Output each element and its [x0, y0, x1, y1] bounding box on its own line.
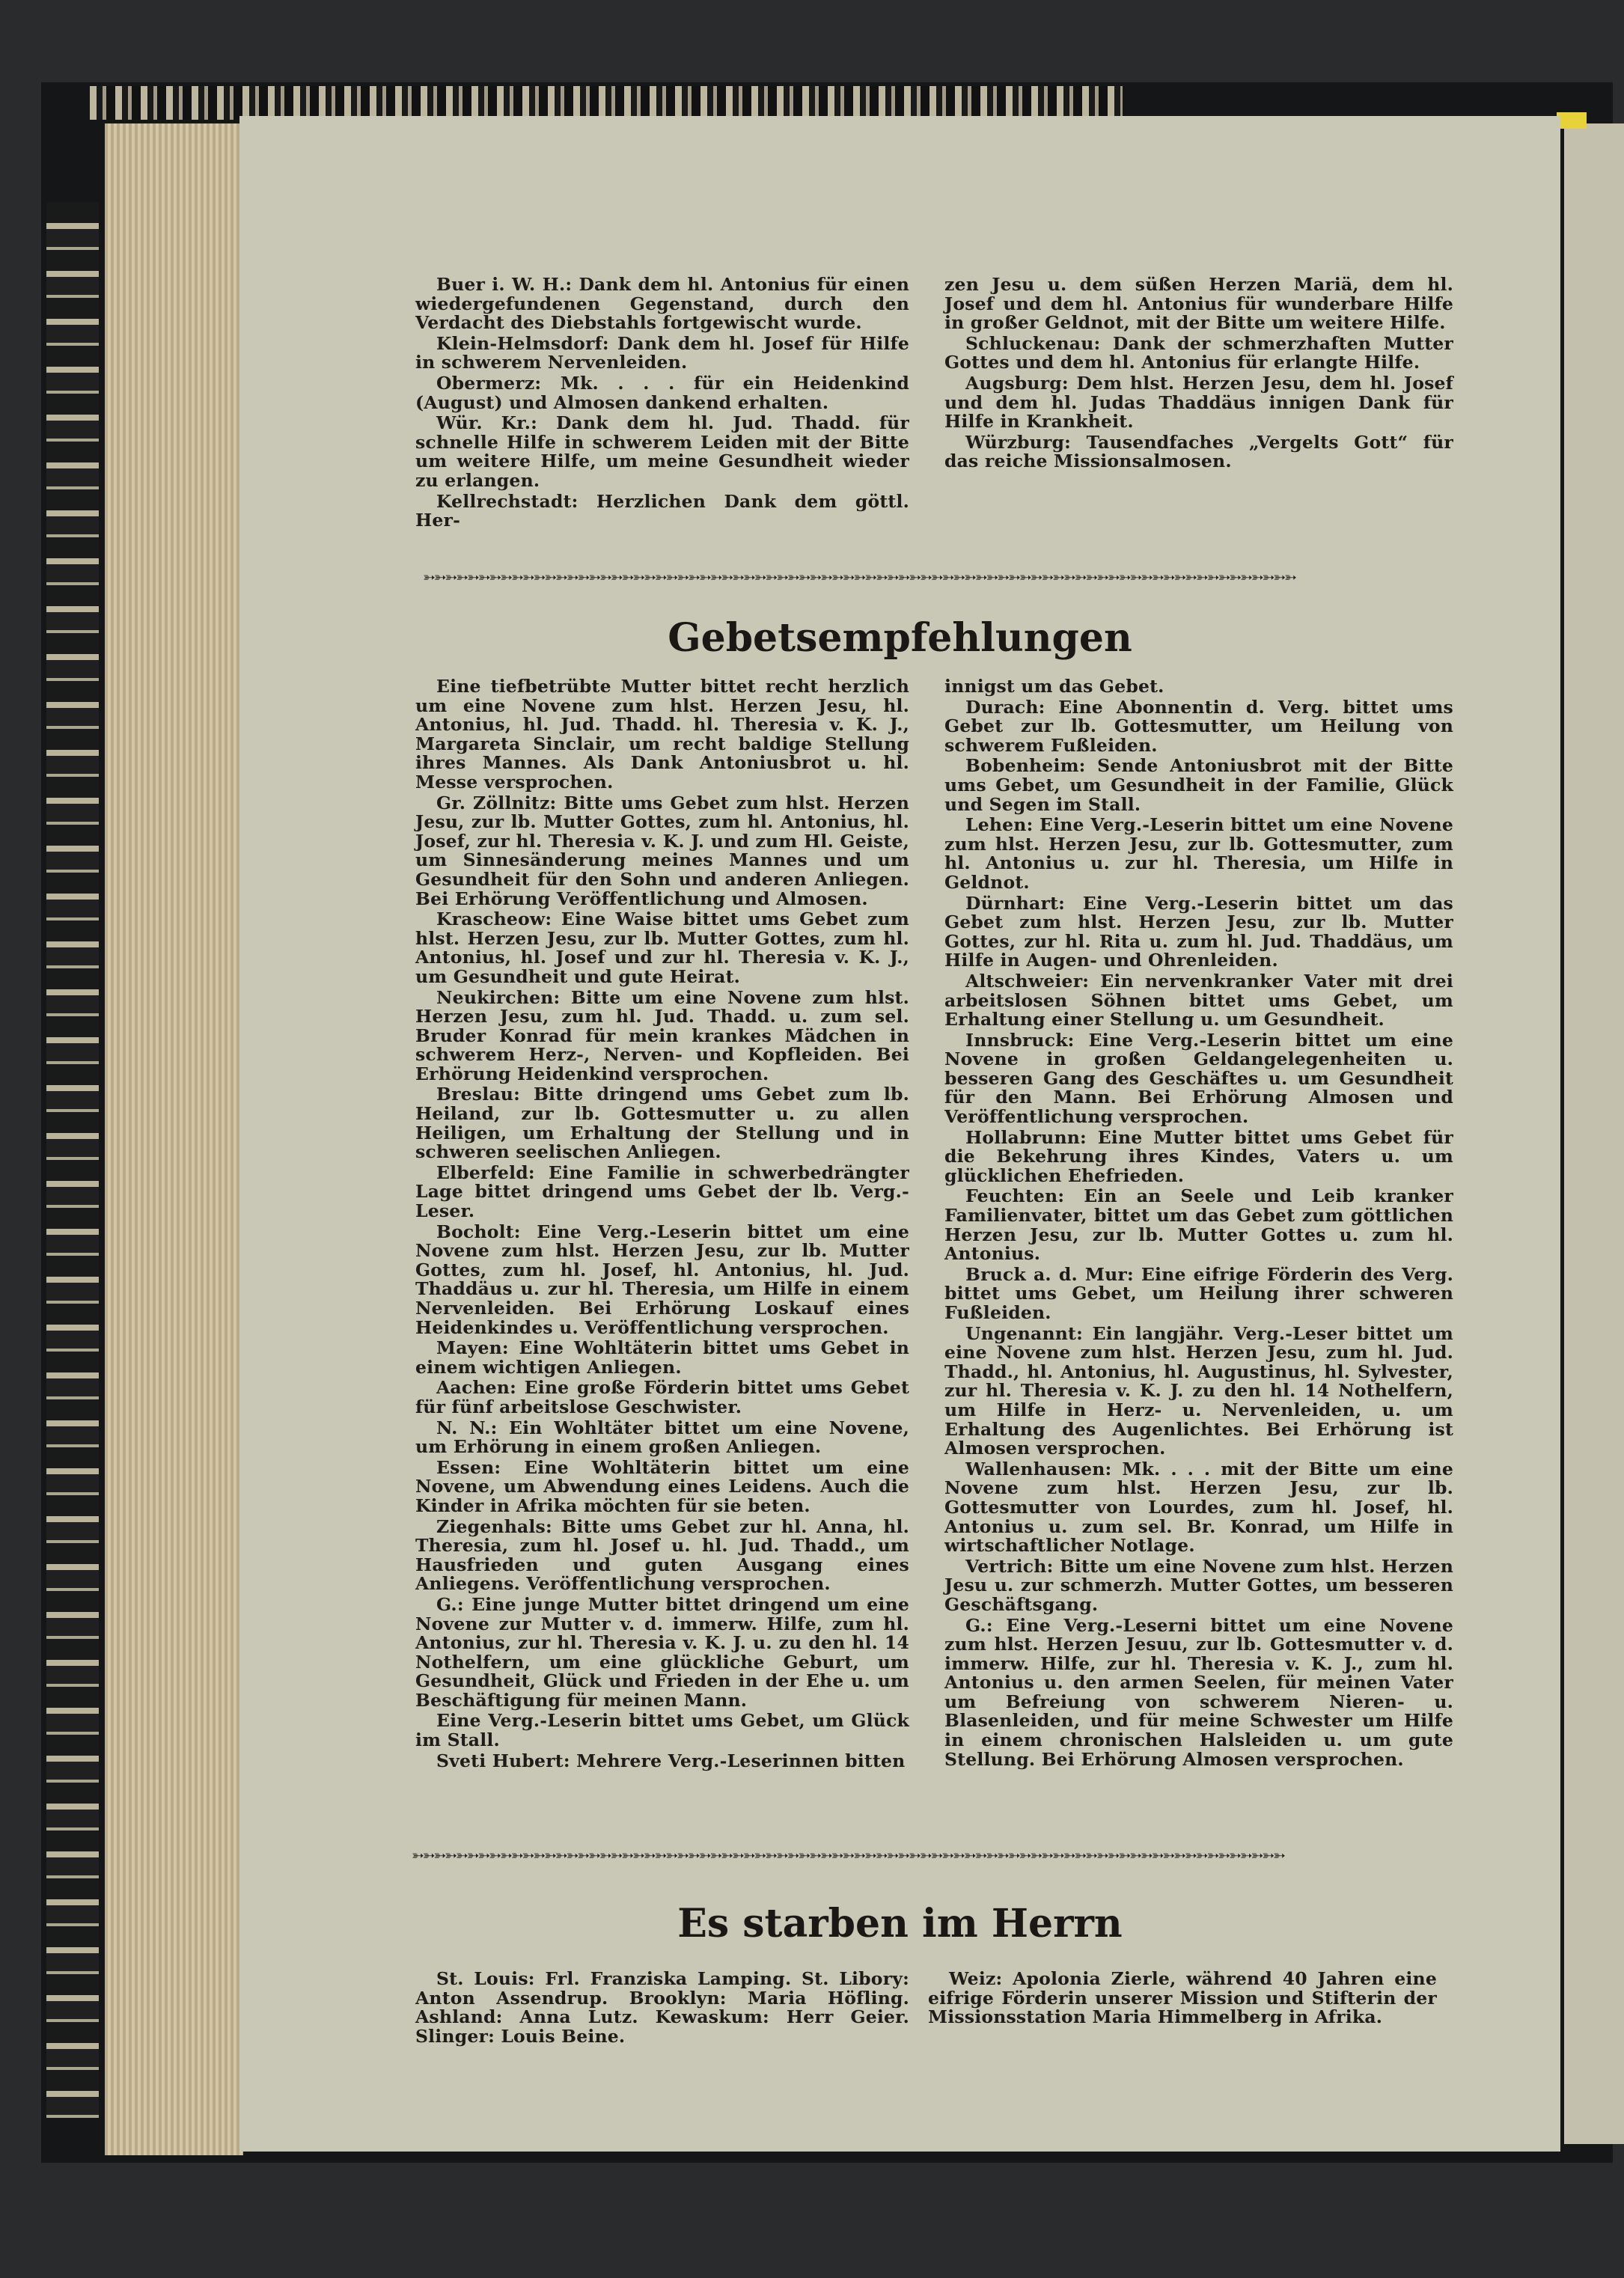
- marbled-cover-left: [46, 202, 99, 2118]
- entry-paragraph: St. Louis: Frl. Franziska Lamping. St. Libory: Anton Assendrup. Brooklyn: Maria Höfling. Ashland: Anna Lutz. Kewaskum: Herr Geier. Slinger: Louis Beine.: [415, 1968, 909, 2047]
- entry-paragraph: Augsburg: Dem hlst. Herzen Jesu, dem hl. Josef und dem hl. Judas Thaddäus innigen Dank für Hilfe in Krankheit.: [944, 372, 1453, 433]
- yellow-bookmark-tab: [1557, 112, 1587, 129]
- entry-paragraph: Breslau: Bitte dringend ums Gebet zum lb. Heiland, zur lb. Gottesmutter u. zu allen Heiligen, um Erhaltung der Stellung und in schweren seelischen Anliegen.: [415, 1084, 909, 1163]
- entry-paragraph: Würzburg: Tausendfaches „Vergelts Gott“ für das reiche Missionsalmosen.: [944, 431, 1453, 472]
- entry-paragraph: Lehen: Eine Verg.-Leserin bittet um eine Novene zum hlst. Herzen Jesu, zur lb. Gottesmutter, zum hl. Antonius u. zur hl. Theresia, um Hilfe in Geldnot.: [944, 814, 1453, 893]
- entry-paragraph: Dürnhart: Eine Verg.-Leserin bittet um das Gebet zum hlst. Herzen Jesu, zur lb. Mutter Gottes, zur hl. Rita u. zum hl. Jud. Thaddäus, um Hilfe in Augen- und Ohrenleiden.: [944, 892, 1453, 971]
- entry-paragraph: Ziegenhals: Bitte ums Gebet zur hl. Anna, hl. Theresia, zum hl. Josef u. hl. Jud. Thadd., um Hausfrieden und guten Ausgang eines Anliegens. Veröffentlichung versprochen.: [415, 1515, 909, 1595]
- entry-paragraph: Wür. Kr.: Dank dem hl. Jud. Thadd. für schnelle Hilfe in schwerem Leiden mit der Bitte um weitere Hilfe, um meine Gesundheit wieder zu erlangen.: [415, 412, 909, 491]
- entry-paragraph: Hollabrunn: Eine Mutter bittet ums Gebet für die Bekehrung ihres Kindes, Vaters u. um glücklichen Ehefrieden.: [944, 1126, 1453, 1186]
- section-title-deaths: Es starben im Herrn: [677, 1901, 1123, 1946]
- entry-paragraph: innigst um das Gebet.: [944, 676, 1164, 697]
- thanks-right-column: [944, 275, 1453, 473]
- ornamental-divider: ➳➳➳➳➳➳➳➳➳➳➳➳➳➳➳➳➳➳➳➳➳➳➳➳➳➳➳➳➳➳➳➳➳➳➳➳➳➳➳➳➳➳➳➳➳➳➳➳➳➳➳➳➳➳➳➳➳➳➳➳➳➳➳➳➳➳➳➳➳➳➳➳➳➳➳➳➳➳➳: [423, 572, 1295, 582]
- entry-paragraph: Elberfeld: Eine Familie in schwerbedrängter Lage bittet dringend ums Gebet der lb. Verg.-Leser.: [415, 1161, 909, 1222]
- entry-paragraph: Buer i. W. H.: Dank dem hl. Antonius für einen wiedergefundenen Gegenstand, durch den Verdacht des Diebstahls fortgewischt wurde.: [415, 274, 909, 334]
- entry-paragraph: Weiz: Apolonia Zierle, während 40 Jahren eine eifrige Förderin unserer Mission und Stifterin der Missionsstation Maria Himmelberg in Afrika.: [928, 1968, 1437, 2028]
- entry-paragraph: Neukirchen: Bitte um eine Novene zum hlst. Herzen Jesu, zum hl. Jud. Thadd. u. zum sel. Bruder Konrad für mein krankes Mädchen in schwerem Herz-, Nerven- und Kopfleiden. Bei Erhörung Heidenkind versprochen.: [415, 986, 909, 1084]
- entry-paragraph: Bruck a. d. Mur: Eine eifrige Förderin des Verg. bittet ums Gebet, um Heilung ihrer schweren Fußleiden.: [944, 1263, 1453, 1323]
- entry-paragraph: Feuchten: Ein an Seele und Leib kranker Familienvater, bittet um das Gebet zum göttlichen Herzen Jesu, zur lb. Mutter Gottes u. zum hl. Antonius.: [944, 1185, 1453, 1265]
- entry-paragraph: Eine Verg.-Leserin bittet ums Gebet, um Glück im Stall.: [415, 1710, 909, 1751]
- entry-paragraph: Innsbruck: Eine Verg.-Leserin bittet um eine Novene in großen Geldangelegenheiten u. besseren Gang des Geschäftes u. um Gesundheit für den Mann. Bei Erhörung Almosen und Veröffentlichung versprochen.: [944, 1029, 1453, 1128]
- deaths-right-column: [928, 1970, 1437, 2029]
- section-title-prayers: Gebetsempfehlungen: [668, 615, 1132, 661]
- marbled-cover-top: [90, 86, 1123, 120]
- prayers-left-column: [415, 677, 909, 1772]
- entry-paragraph: Schluckenau: Dank der schmerzhaften Mutter Gottes und dem hl. Antonius für erlangte Hilfe.: [944, 332, 1453, 373]
- entry-paragraph: Eine tiefbetrübte Mutter bittet recht herzlich um eine Novene zum hlst. Herzen Jesu, hl. Antonius, hl. Jud. Thadd. hl. Theresia v. K. J., Margareta Sinclair, um recht baldige Stellung ihres Mannes. Als Dank Antoniusbrot u. hl. Messe versprochen.: [415, 676, 909, 793]
- entry-paragraph: Gr. Zöllnitz: Bitte ums Gebet zum hlst. Herzen Jesu, zur lb. Mutter Gottes, zum hl. Antonius, hl. Josef, zur hl. Theresia v. K. J. und zum Hl. Geiste, um Sinnesänderung meines Mannes und um Gesundheit für den Sohn und anderen Anliegen. Bei Erhörung Veröffentlichung und Almosen.: [415, 792, 909, 909]
- entry-paragraph: Altschweier: Ein nervenkranker Vater mit drei arbeitslosen Söhnen bittet ums Gebet, um Erhaltung einer Stellung u. um Gesundheit.: [944, 970, 1453, 1030]
- entry-paragraph: zen Jesu u. dem süßen Herzen Mariä, dem hl. Josef und dem hl. Antonius für wunderbare Hilfe in großer Geldnot, mit der Bitte um weitere Hilfe.: [944, 274, 1453, 334]
- entry-paragraph: Obermerz: Mk. . . . für ein Heidenkind (August) und Almosen dankend erhalten.: [415, 372, 909, 413]
- next-page-edge: [1564, 123, 1624, 2144]
- entry-paragraph: N. N.: Ein Wohltäter bittet um eine Novene, um Erhörung in einem großen Anliegen.: [415, 1417, 909, 1458]
- entry-paragraph: G.: Eine Verg.-Leserni bittet um eine Novene zum hlst. Herzen Jesuu, zur lb. Gottesmutter v. d. immerw. Hilfe, zur hl. Theresia v. K. J., zum hl. Antonius u. den armen Seelen, für meinen Vater um Befreiung von schwerem Nieren- u. Blasenleiden, und für meine Schwester um Hilfe in einem chronischen Halsleiden u. um gute Stellung. Bei Erhörung Almosen versprochen.: [944, 1614, 1453, 1770]
- entry-paragraph: Kellrechstadt: Herzlichen Dank dem göttl. Her-: [415, 490, 909, 531]
- thanks-left-column: [415, 275, 909, 532]
- prayers-right-column: [944, 677, 1453, 1771]
- entry-paragraph: Klein-Helmsdorf: Dank dem hl. Josef für Hilfe in schwerem Nervenleiden.: [415, 332, 909, 373]
- entry-paragraph: Wallenhausen: Mk. . . . mit der Bitte um eine Novene zum hlst. Herzen Jesu, zur lb. Gottesmutter von Lourdes, zum hl. Josef, hl. Antonius u. zum sel. Br. Konrad, um Hilfe in wirtschaftlicher Notlage.: [944, 1458, 1453, 1557]
- entry-paragraph: Durach: Eine Abonnentin d. Verg. bittet ums Gebet zur lb. Gottesmutter, um Heilung von schwerem Fußleiden.: [944, 696, 1453, 756]
- entry-paragraph: Krascheow: Eine Waise bittet ums Gebet zum hlst. Herzen Jesu, zur lb. Mutter Gottes, zum hl. Antonius, hl. Josef und zur hl. Theresia v. K. J., um Gesundheit und gute Heirat.: [415, 909, 909, 987]
- entry-paragraph: Sveti Hubert: Mehrere Verg.-Leserinnen bitten: [436, 1750, 906, 1771]
- deaths-left-column: [415, 1970, 909, 2048]
- ornamental-divider: ➳➳➳➳➳➳➳➳➳➳➳➳➳➳➳➳➳➳➳➳➳➳➳➳➳➳➳➳➳➳➳➳➳➳➳➳➳➳➳➳➳➳➳➳➳➳➳➳➳➳➳➳➳➳➳➳➳➳➳➳➳➳➳➳➳➳➳➳➳➳➳➳➳➳➳➳➳➳➳: [412, 1850, 1284, 1860]
- entry-paragraph: Bocholt: Eine Verg.-Leserin bittet um eine Novene zum hlst. Herzen Jesu, zur lb. Mutter Gottes, zum hl. Josef, hl. Antonius, hl. Jud. Thaddäus u. zur hl. Theresia, um Hilfe in einem Nervenleiden. Bei Erhörung Loskauf eines Heidenkindes u. Veröffentlichung versprochen.: [415, 1221, 909, 1338]
- entry-paragraph: Vertrich: Bitte um eine Novene zum hlst. Herzen Jesu u. zur schmerzh. Mutter Gottes, um besseren Geschäftsgang.: [944, 1555, 1453, 1615]
- entry-paragraph: Aachen: Eine große Förderin bittet ums Gebet für fünf arbeitslose Geschwister.: [415, 1377, 909, 1417]
- entry-paragraph: Bobenheim: Sende Antoniusbrot mit der Bitte ums Gebet, um Gesundheit in der Familie, Glück und Segen im Stall.: [944, 755, 1453, 815]
- page-edges: [105, 123, 243, 2155]
- entry-paragraph: Mayen: Eine Wohltäterin bittet ums Gebet in einem wichtigen Anliegen.: [415, 1337, 909, 1378]
- entry-paragraph: G.: Eine junge Mutter bittet dringend um eine Novene zur Mutter v. d. immerw. Hilfe, zum hl. Antonius, zur hl. Theresia v. K. J. u. zu den hl. 14 Nothelfern, um eine glückliche Geburt, um Gesundheit, Glück und Frieden in der Ehe u. um Beschäftigung für meinen Mann.: [415, 1593, 909, 1711]
- entry-paragraph: Essen: Eine Wohltäterin bittet um eine Novene, um Abwendung eines Leidens. Auch die Kinder in Afrika möchten für sie beten.: [415, 1456, 909, 1516]
- entry-paragraph: Ungenannt: Ein langjähr. Verg.-Leser bittet um eine Novene zum hlst. Herzen Jesu, zum hl. Jud. Thadd., hl. Antonius, hl. Augustinus, hl. Sylvester, zur hl. Theresia v. K. J. zu den hl. 14 Nothelfern, um Hilfe in Herz- u. Nervenleiden, u. um Erhaltung des Augenlichtes. Bei Erhörung ist Almosen versprochen.: [944, 1322, 1453, 1459]
